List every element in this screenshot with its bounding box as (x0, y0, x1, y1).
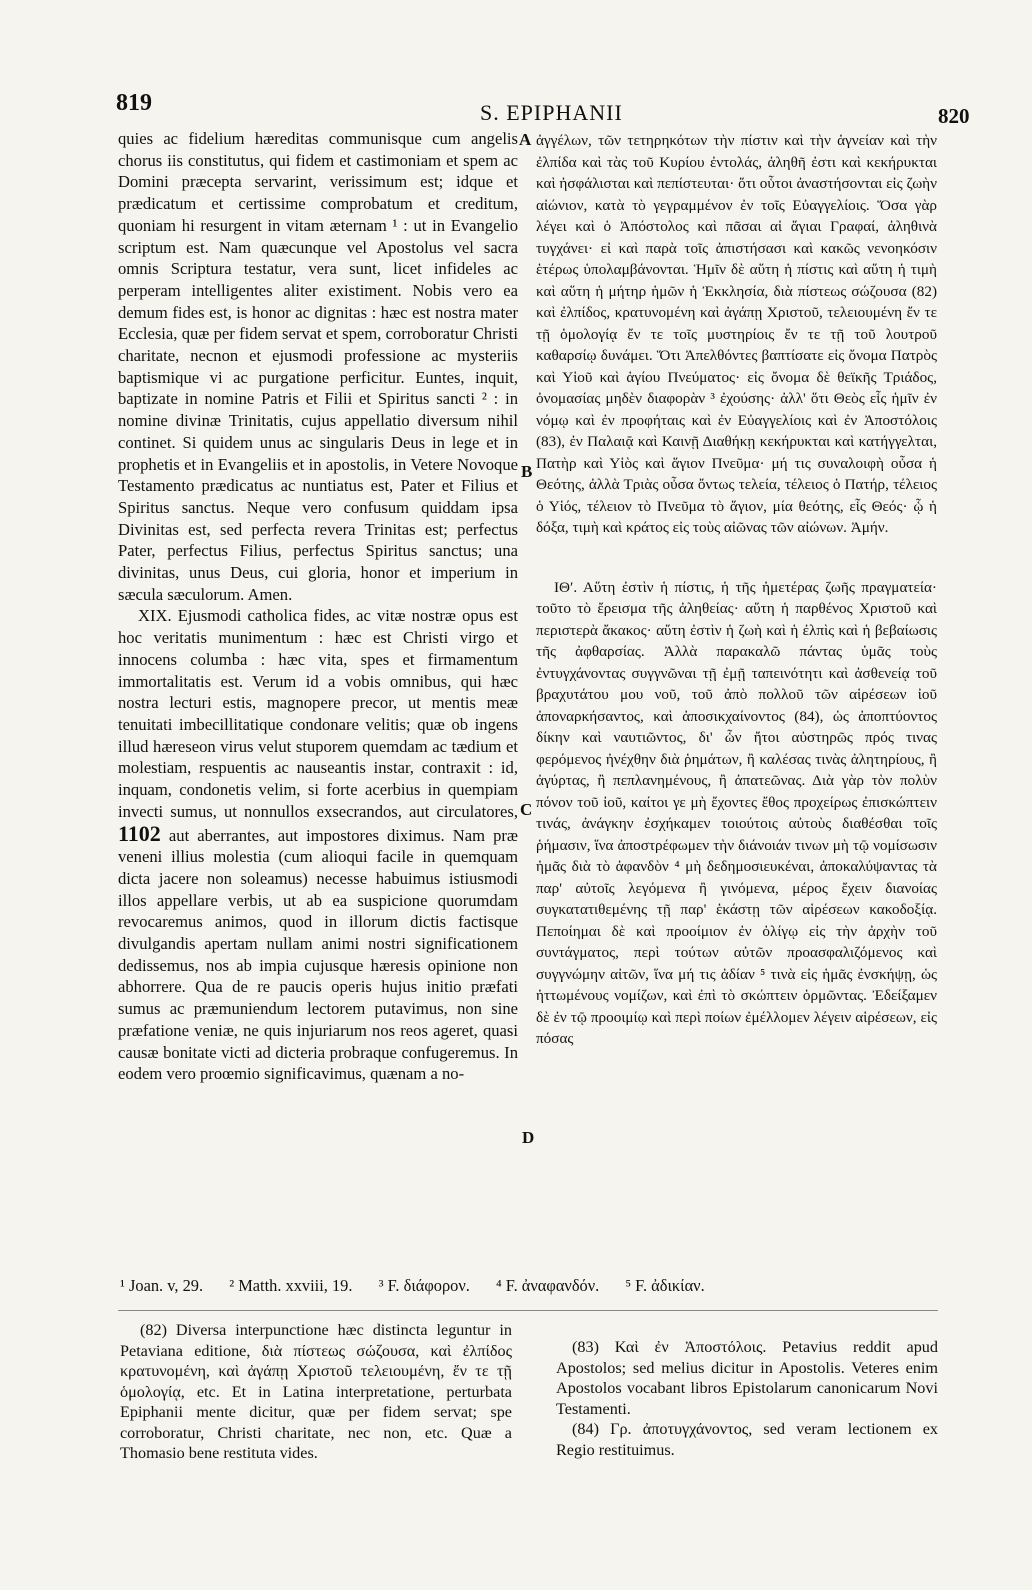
note-83: (83) Καὶ ἐν Ἀποστόλοις. Petavius reddit apud Apostolos; sed melius dicitur in Apostolis. Veteres enim Apostolos vocabant libros Epistolarum canonicarum Novi Testamenti. (556, 1338, 938, 1418)
latin-paragraph-2-start: XIX. Ejusmodi catholica fides, ac vitæ nostræ opus est hoc veritatis munimentum : hæc est Christi virgo et innocens columba : hæc vita, spes et firmamentum immortalitatis est. Verum id a vobis omnibus, qui hæc nostra lecturi estis, magnopere precor, ut mentis meæ tenuitati imbecillitatique condonare velitis; quæ ob ingens illud hæreseon virus velut stuporem quemdam ac tædium et molestiam, respuentis ac nauseantis instar, contraxit : id, inquam, condonetis velim, si forte acerbius in quempiam invecti sumus, ut nonnullos exsecrandos, aut circulatores, (118, 606, 518, 821)
note-84: (84) Γρ. ἀποτυγχάνοντος, sed veram lectionem ex Regio restituimus. (556, 1420, 938, 1459)
note-82: (82) Diversa interpunctione hæc distincta leguntur in Petaviana editione, διὰ πίστεως σώζουσα, καὶ ἐλπίδος κρατυνομένη, καὶ ἀγάπῃ Χριστοῦ τελειουμένη, ἔν τε τῇ ὁμολογίᾳ, etc. Et in Latina interpretatione, perturbata Epiphanii mente dicitur, quæ per fidem servat; spe corroboratur, Christi charitate, nec non, etc. Quæ a Thomasio bene restituta vides. (120, 1321, 512, 1462)
margin-marker-d: D (522, 1128, 535, 1147)
greek-paragraph-1: ἀγγέλων, τῶν τετηρηκότων τὴν πίστιν καὶ τὴν ἁγνείαν καὶ τὴν ἐλπίδα καὶ τὰς τοῦ Κυρίου ἐντολάς, ἀληθῆ ἐστι καὶ κεκήρυκται καὶ ἠσφάλισται καὶ πεπίστευται· ὅτι οὗτοι ἀναστήσονται εἰς ζωὴν αἰώνιον, κατὰ τὸ γεγραμμένον ἐν τοῖς Εὐαγγελίοις. Ὅσα γὰρ λέγει καὶ ὁ Ἀπόστολος καὶ πᾶσαι αἱ ἅγιαι Γραφαί, ἀληθινὰ τυγχάνει· εἰ καὶ παρὰ τοῖς ἀπιστήσασι καὶ κακῶς νενοηκόσιν ἑτέρως ὑπολαμβάνονται. Ἡμῖν δὲ αὕτη ἡ πίστις καὶ αὕτη ἡ τιμὴ καὶ αὕτη ἡ μήτηρ ἡμῶν ἡ Ἐκκλησία, διὰ πίστεως σώζουσα (82) καὶ ἐλπίδος, κρατυνομένη καὶ ἀγάπῃ Χριστοῦ, τελειουμένη ἔν τε τῇ ὁμολογίᾳ ἔν τε τοῖς μυστηρίοις ἔν τε τῇ τοῦ λουτροῦ καθαρσίῳ δυνάμει. Ὅτι Ἀπελθόντες βαπτίσατε εἰς ὄνομα Πατρὸς καὶ Υἱοῦ καὶ ἁγίου Πνεύματος· εἰς ὄνομα δὲ θεϊκῆς Τριάδος, ὀνομασίας μηδὲν διαφορὰν ³ ἐχούσης· ἀλλ' ὅτι Θεὸς εἷς ἡμῖν ἐν νόμῳ καὶ ἐν προφήταις καὶ ἐν Εὐαγγελίοις καὶ ἐν Ἀποστόλοις (83), ἐν Παλαιᾷ καὶ Καινῇ Διαθήκῃ κεκήρυκται καὶ κατήγγελται, Πατὴρ καὶ Υἱὸς καὶ ἅγιον Πνεῦμα· μή τις συναλοιφὴ οὖσα ἡ Θεότης, ἀλλὰ Τριὰς οὖσα ὄντως τελεία, τέλειος ὁ Πατήρ, τέλειος ὁ Υἱός, τέλειον τὸ Πνεῦμα τὸ ἅγιον, μία θεότης, εἷς Θεός· ᾧ ἡ δόξα, τιμὴ καὶ κράτος εἰς τοὺς αἰῶνας τῶν αἰώνων. Ἀμήν. (536, 132, 937, 536)
notes-right (556, 1337, 938, 1460)
page-title: S. EPIPHANII (480, 100, 623, 125)
latin-paragraph-2-end: aut aberrantes, aut impostores diximus. Nam præ veneni illius molestia (cum alioqui facile in quemquam dicta jacere non soleamus) necesse habuimus istiusmodi illos appellare verbis, ut ab ea suspicione quorumdam revocaremus animos, quod in illorum dictis factisque divulgandis apertam nullam animi nostri significationem dedissemus, nos ab impia cujusque hæresis opinione non abhorrere. Qua de re paucis operis hujus initio præfati sumus ac præmuniendum lectorem putavimus, non sine præfatione veniæ, ne quis injuriarum nos reos ageret, quasi causæ bonitate victi ad dicteria probraque confugeremus. In eodem vero proœmio significavimus, quænam a no- (118, 825, 518, 1084)
footnote-4: ⁴ F. ἀναφανδόν. (495, 1276, 600, 1295)
latin-paragraph-1: quies ac fidelium hæreditas communisque cum angelis chorus iis constitutus, qui fidem et castimoniam et spem ac Domini præcepta servarint, verissimum est; idque et prædicatum et certissime comprobatum et creditum, quoniam hi resurgent in vitam æternam ¹ : ut in Evangelio scriptum est. Nam quæcunque vel Apostolus vel sacra omnis Scriptura testatur, vera sunt, licet infideles ac perperam intelligentes aliter existiment. Nobis vero ea demum fides est, is honor ac dignitas : hæc est nostra mater Ecclesia, quæ per fidem servat et spem, corroboratur Christi charitate, necnon et ejusmodi professione ac mysteriis baptismique vi ac purgatione perficitur. Euntes, inquit, baptizate in nomine Patris et Filii et Spiritus sancti ² : in nomine divinæ Trinitatis, cujus appellatio diversum nihil continet. Si quidem unus ac singularis Deus in lege et in prophetis et in Evangeliis et in apostolis, in Vetere Novoque Testamento prædicatus ac nuntiatus est, Pater et Filius et Spiritus sanctus. Neque vero confusum quiddam ipsa Divinitas est, sed perfecta revera Trinitas est; perfectus Pater, perfectus Filius, perfectus Spiritus sanctus; una divinitas, unus Deus, cui gloria, honor et imperium in sæcula sæculorum. Amen. (118, 129, 518, 604)
page-number-left: 819 (116, 90, 152, 116)
latin-paragraph-2 (118, 605, 518, 1084)
greek-column (536, 130, 937, 1050)
page-number-right: 820 (938, 104, 970, 128)
notes-divider (118, 1310, 938, 1311)
footnote-1: ¹ Joan. v, 29. (120, 1276, 204, 1295)
footnote-2: ² Matth. xxviii, 19. (229, 1276, 353, 1295)
footnote-5: ⁵ F. ἀδικίαν. (625, 1276, 705, 1295)
margin-marker-b: B (521, 462, 533, 481)
column-page-marker: 1102 (118, 820, 161, 846)
margin-marker-a: A (519, 130, 532, 149)
margin-marker-c: C (520, 800, 533, 819)
footnote-3: ³ F. διάφορον. (378, 1276, 470, 1295)
footnotes (120, 1276, 940, 1296)
greek-paragraph-2: ΙΘʹ. Αὕτη ἐστὶν ἡ πίστις, ἡ τῆς ἡμετέρας ζωῆς πραγματεία· τοῦτο τὸ ἔρεισμα τῆς ἀληθείας· αὕτη ἡ παρθένος Χριστοῦ καὶ περιστερὰ ἄκακος· αὕτη ἐστὶν ἡ ζωὴ καὶ ἡ ἐλπὶς καὶ ἡ βεβαίωσις τῆς ἀφθαρσίας. Ἀλλὰ παρακαλῶ πάντας ὑμᾶς τοὺς ἐντυγχάνοντας συγγνῶναι τῇ ἐμῇ ταπεινότητι καὶ ἀσθενείᾳ τοῦ βραχυτάτου μου νοῦ, τοῦ ἀπὸ πολλοῦ τῶν αἱρέσεων ἰοῦ ἀποναρκήσαντος, καὶ ἀποσικχαίνοντος (84), ὡς ἀποπτύοντος δίκην καὶ ναυτιῶντος, δι' ὧν ἤτοι αὐστηρῶς πρός τινας φερόμενος ἠνέχθην διὰ ῥημάτων, ἢ καλέσας τινὰς ἀλητηρίους, ἢ ἀγύρτας, ἢ πεπλανημένους, ἢ ἀπατεῶνας. Διὰ γὰρ τὸν πολὺν πόνον τοῦ ἰοῦ, καίτοι γε μὴ ἔχοντες ἔθος προχείρως ἐπισκώπτειν τινάς, ἀνάγκην ἐσχήκαμεν τοιούτοις αὐτοὺς διαθέσθαι τοῖς ῥήμασιν, ἵνα ἀποστρέφωμεν τὴν διάνοιάν τινων μὴ τῷ νομίσωσιν ἡμᾶς διὰ τὸ ἀφανδὸν ⁴ μὴ δεδημοσιευκέναι, ἀποκαλύψαντας τὰ παρ' αὐτοῖς λεγόμενα ἢ γινόμενα, μέρος ἔχειν διανοίας συγκατατιθεμένης τῇ παρ' ἑκάστῃ τῶν αἱρέσεων κακοδοξίᾳ. Πεποίημαι δὲ καὶ προοίμιον ἐν ὀλίγῳ εἰς τὴν ἀρχὴν τοῦ συντάγματος, περὶ τούτων αὐτῶν προασφαλιζόμενος καὶ συγγνώμην αἰτῶν, ἵνα μή τις ἀδίαν ⁵ τινὰ εἰς ἡμᾶς ἐνσκήψῃ, ὡς ἡττωμένους νομίζων, καὶ ἐπὶ τὸ σκώπτειν ὁρμῶντας. Ἐδείξαμεν δὲ ἐν τῷ προοιμίῳ καὶ περὶ ποίων ἐμέλλομεν λέγειν αἱρέσεων, εἰς πόσας (536, 578, 937, 1047)
notes-left (120, 1320, 512, 1464)
latin-column (118, 128, 518, 1085)
